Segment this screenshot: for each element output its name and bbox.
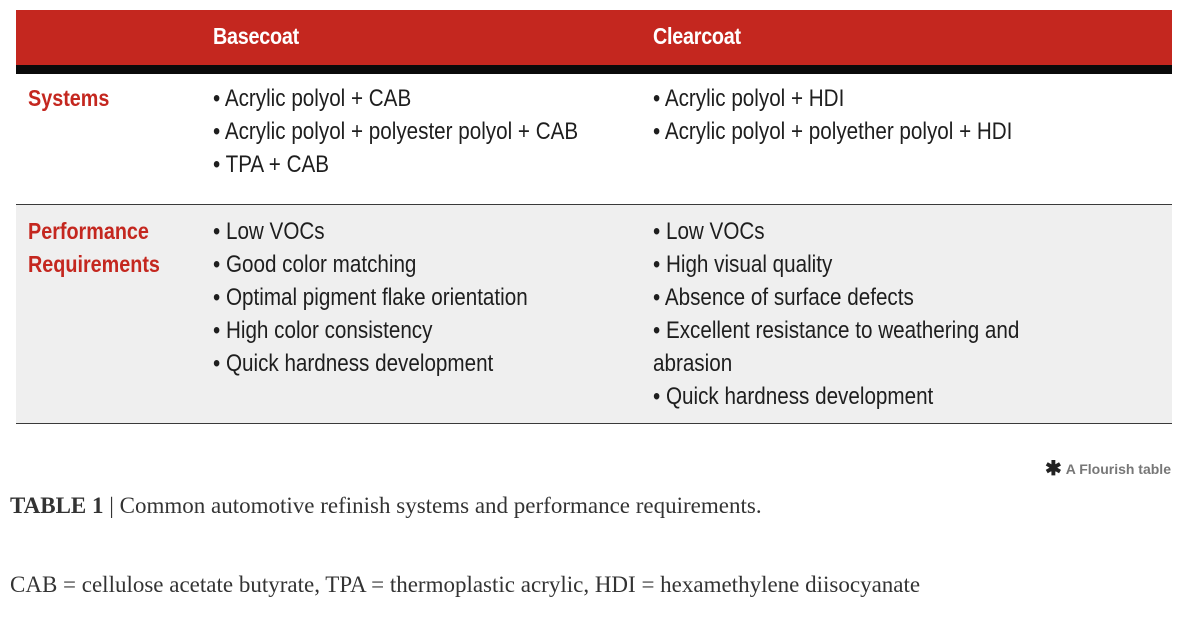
list-item: • Good color matching (213, 251, 417, 278)
row-label-systems (28, 82, 109, 115)
list-item: • Absence of surface defects (653, 284, 914, 311)
header-basecoat: Basecoat (213, 23, 299, 49)
list-item: • Excellent resistance to weathering and (653, 317, 1020, 344)
list-item: • Optimal pigment flake orientation (213, 284, 528, 311)
caption-separator: | (103, 493, 120, 518)
list-item: • Acrylic polyol + CAB (213, 85, 412, 112)
row-label-performance-line2: Requirements (28, 251, 160, 277)
systems-clearcoat-list (653, 82, 1012, 148)
flourish-credit-link[interactable] (1045, 459, 1171, 479)
row-label-performance-line1: Performance (28, 218, 149, 244)
flourish-credit-label: A Flourish table (1065, 461, 1171, 477)
flourish-star-icon: ✱ (1044, 458, 1062, 480)
systems-basecoat-list (213, 82, 578, 181)
row-label-systems-text: Systems (28, 85, 110, 111)
table-caption (10, 493, 762, 519)
performance-basecoat-list (213, 215, 528, 380)
list-item: • Acrylic polyol + HDI (653, 85, 845, 112)
list-item: • Quick hardness development (653, 383, 934, 410)
table-row-systems (16, 74, 1172, 205)
performance-clearcoat-list (653, 215, 1019, 413)
list-item: • High color consistency (213, 317, 433, 344)
list-item: • Quick hardness development (213, 350, 494, 377)
list-item: • Acrylic polyol + polyether polyol + HDI (653, 118, 1013, 145)
caption-label: TABLE 1 (10, 493, 104, 518)
row-label-performance (28, 215, 160, 281)
caption-text: Common automotive refinish systems and performance requirements. (119, 493, 762, 518)
list-item: • TPA + CAB (213, 151, 330, 178)
list-item: • Low VOCs (213, 218, 325, 245)
list-item: • Acrylic polyol + polyester polyol + CAB (213, 118, 579, 145)
list-item: • Low VOCs (653, 218, 765, 245)
table-row-performance (16, 205, 1172, 424)
table-header-row (16, 10, 1172, 74)
list-item-continuation: abrasion (653, 350, 733, 377)
refinish-table (16, 10, 1172, 424)
abbreviation-footnote: CAB = cellulose acetate butyrate, TPA = thermoplastic acrylic, HDI = hexamethylene diisocyanate (10, 572, 921, 597)
header-clearcoat: Clearcoat (653, 23, 741, 49)
list-item: • High visual quality (653, 251, 833, 278)
